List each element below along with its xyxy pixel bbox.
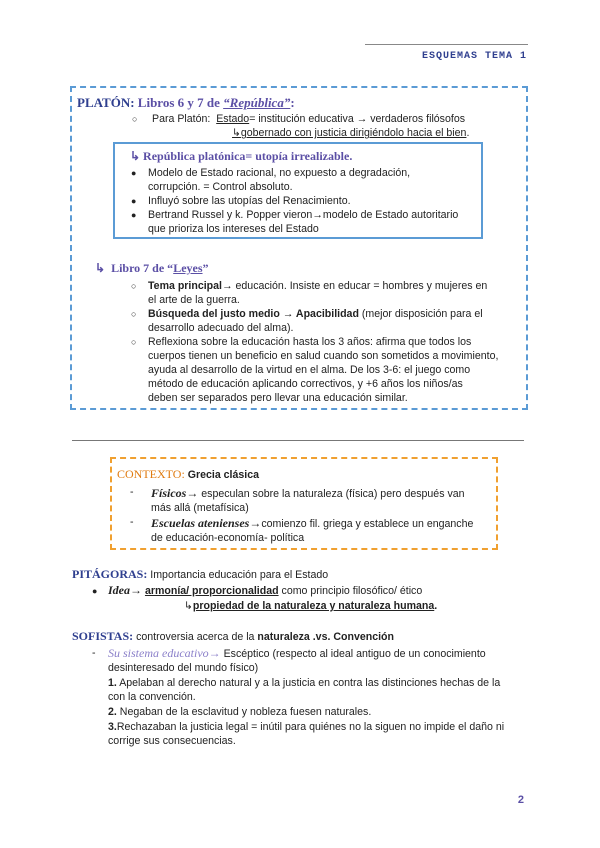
republica-item-3: Bertrand Russel y k. Popper vieron→modelo de Estado autoritario que prioriza los intereses del Estado [148,209,459,235]
dot-bullet-icon: ● [131,196,137,206]
circle-bullet-icon: ○ [132,114,138,124]
sofistas-system: Su sistema educativo→ Escéptico (respecto al ideal antiguo de un conocimiento desinteresado del mundo físico) [108,646,486,674]
circle-bullet-icon: ○ [131,309,137,319]
dash-bullet: - [130,516,134,528]
dot-bullet-icon: ● [131,168,137,178]
platon-bullet: Para Platón: Estado= institución educativa → verdaderos filósofos [152,113,466,125]
republica-item-1: Modelo de Estado racional, no expuesto a degradación, corrupción. = Control absoluto. [148,167,411,193]
leyes-item-1: Tema principal→ educación. Insiste en educar = hombres y mujeres en el arte de la guerra. [148,280,488,306]
section-divider [72,440,524,441]
sofistas-point-3: 3.Rechazaban la justicia legal = inútil para quiénes no la siguen no impide el daño ni corrige sus consecuencias. [108,721,505,747]
contexto-item-1: Físicos→ especulan sobre la naturaleza (física) pero después van más allá (metafísica) [151,486,465,514]
republica-item-2: Influyó sobre las utopías del Renacimiento. [148,195,351,207]
platon-bullet-line2: ↳gobernado con justicia dirigiéndolo hacia el bien. [232,127,470,139]
pitagoras-heading: PITÁGORAS: Importancia educación para el Estado [72,567,329,581]
header-title: ESQUEMAS TEMA 1 [421,51,527,62]
republica-title: ↳ República platónica= utopía irrealizable. [130,149,353,163]
pitagoras-idea-line2: ↳propiedad de la naturaleza y naturaleza humana. [184,600,438,612]
leyes-item-3: Reflexiona sobre la educación hasta los 3 años: afirma que todos los cuerpos tienen un beneficio en salud cuando son sometidos a movimiento, ayuda al desarrollo de la virtud en el alma. De los 3-6: el juego como método de educación aplicando correctivos, y +6 años los niños/as deben ser separados pero llevar una educación similar. [148,336,499,404]
leyes-link[interactable]: Leyes [173,261,203,275]
dash-bullet: - [92,647,96,659]
circle-bullet-icon: ○ [131,281,137,291]
contexto-item-2: Escuelas atenienses→comienzo fil. griega y establece un enganche de educación-economía- política [151,516,474,544]
platon-heading: PLATÓN: Libros 6 y 7 de “República”: [77,95,295,110]
circle-bullet-icon: ○ [131,337,137,347]
leyes-item-2: Búsqueda del justo medio → Apacibilidad (mejor disposición para el desarrollo adecuado del alma). [148,308,483,334]
leyes-heading: ↳ Libro 7 de “Leyes” [95,261,209,275]
sofistas-heading: SOFISTAS: controversia acerca de la naturaleza .vs. Convención [72,629,394,643]
dot-bullet-icon: ● [92,586,98,596]
page-number: 2 [517,794,524,806]
republica-link[interactable]: “República” [223,95,291,110]
contexto-heading: CONTEXTO: Grecia clásica [117,467,260,481]
return-arrow-icon: ↳ [95,261,106,275]
sofistas-point-1: 1. Apelaban al derecho natural y a la justicia en contra las distinciones hechas de la con la convención. [108,677,501,703]
sofistas-point-2: 2. Negaban de la esclavitud y nobleza fuesen naturales. [108,706,372,718]
dot-bullet-icon: ● [131,210,137,220]
pitagoras-idea: Idea→ armonía/ proporcionalidad como principio filosófico/ ético [108,583,423,597]
header-rule [365,44,528,45]
dash-bullet: - [130,486,134,498]
